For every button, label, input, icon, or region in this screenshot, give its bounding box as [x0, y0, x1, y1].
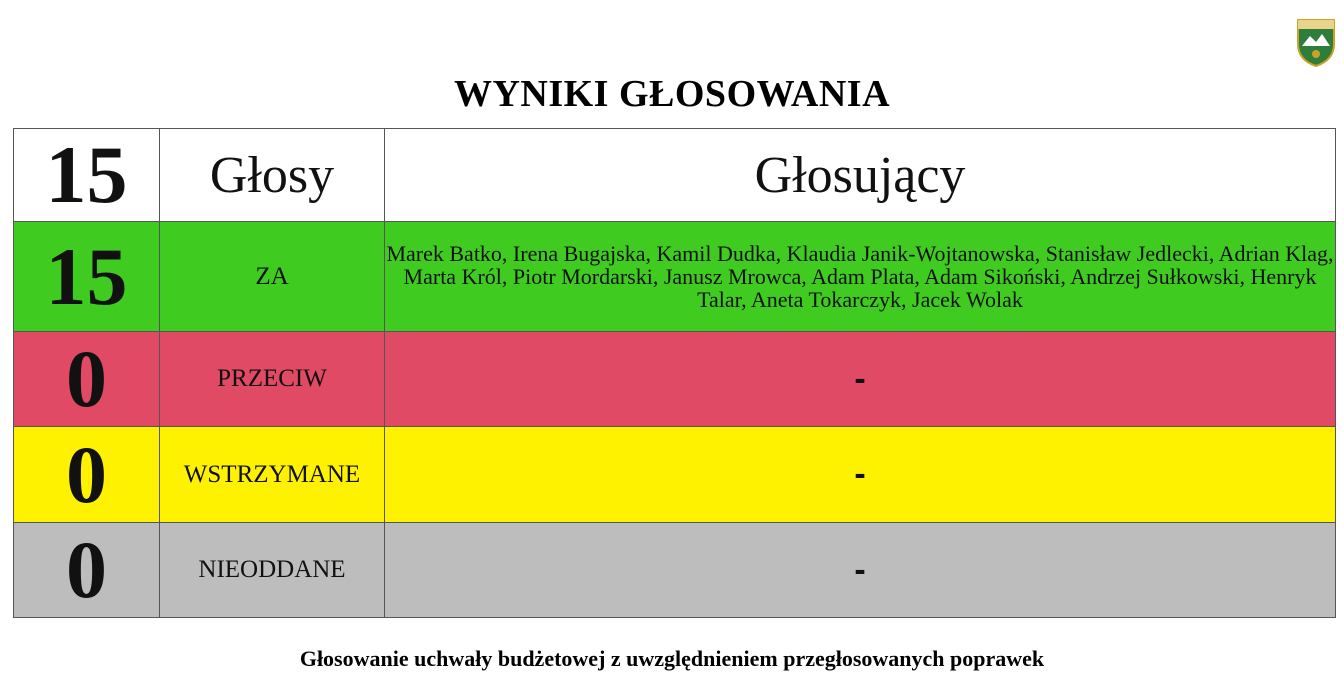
table-row-nieoddane: [14, 523, 1336, 618]
voters-za: Marek Batko, Irena Bugajska, Kamil Dudka, Klaudia Janik-Wojtanowska, Stanisław Jedlecki, Adrian Klag, Marta Król, Piotr Mordarski, Janusz Mrowca, Adam Plata, Adam Sikoński, Andrzej Sułkowski, Henryk Talar, Aneta Tokarczyk, Jacek Wolak: [385, 222, 1336, 332]
label-przeciw: PRZECIW: [160, 332, 385, 427]
label-za: ZA: [160, 222, 385, 332]
count-przeciw: 0: [14, 332, 160, 427]
count-wstrzymane: 0: [14, 427, 160, 523]
votes-header: Głosy: [160, 129, 385, 222]
count-za: 15: [14, 222, 160, 332]
table-header-row: [14, 129, 1336, 222]
label-nieoddane: NIEODDANE: [160, 523, 385, 618]
label-wstrzymane: WSTRZYMANE: [160, 427, 385, 523]
table-row-przeciw: [14, 332, 1336, 427]
voters-wstrzymane: -: [385, 427, 1336, 523]
page-title: WYNIKI GŁOSOWANIA: [453, 73, 891, 115]
voters-header: Głosujący: [385, 129, 1336, 222]
table-row-za: [14, 222, 1336, 332]
municipal-crest-icon: [1294, 14, 1338, 68]
voters-przeciw: -: [385, 332, 1336, 427]
footer-caption: Głosowanie uchwały budżetowej z uwzględnieniem przegłosowanych poprawek: [299, 646, 1045, 671]
results-table: [13, 128, 1336, 618]
table-row-wstrzymane: [14, 427, 1336, 523]
total-votes: 15: [14, 129, 160, 222]
voters-nieoddane: -: [385, 523, 1336, 618]
count-nieoddane: 0: [14, 523, 160, 618]
